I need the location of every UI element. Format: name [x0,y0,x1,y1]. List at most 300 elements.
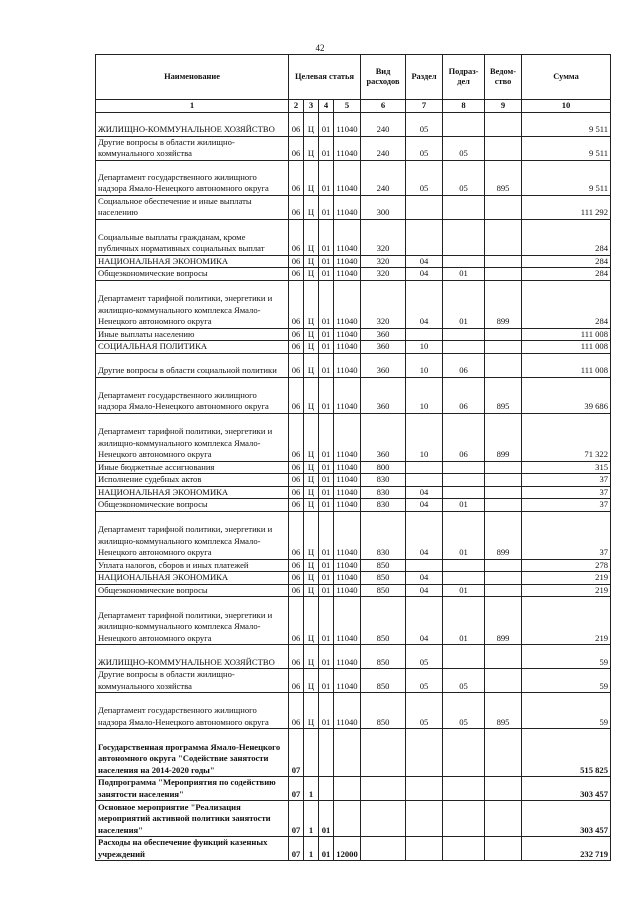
cell-expense-type: 320 [361,255,406,268]
column-number-row [96,100,611,113]
cell-section [406,461,443,474]
cell-program: 06 [289,219,304,255]
cell-subsection [443,219,485,255]
cell-direction: 11040 [334,559,361,572]
cell-subprogram: Ц [304,413,319,461]
cell-direction: 11040 [334,584,361,597]
cell-amount: 284 [522,255,611,268]
cell-name: Подпрограмма "Мероприятия по содействию занятости населения" [96,777,289,801]
table-row [96,255,611,268]
cell-department [485,195,522,219]
cell-program: 06 [289,112,304,136]
cell-event: 01 [319,645,334,669]
cell-expense-type [361,777,406,801]
table-row [96,377,611,413]
cell-program: 07 [289,729,304,777]
cell-direction: 11040 [334,112,361,136]
cell-subsection [443,195,485,219]
cell-subsection: 06 [443,377,485,413]
cell-amount: 303 457 [522,777,611,801]
cell-department [485,486,522,499]
cell-name: Департамент тарифной политики, энергетики и жилищно-коммунального комплекса Ямало-Ненецкого автономного округа [96,280,289,328]
cell-expense-type [361,837,406,861]
cell-department [485,837,522,861]
cell-program: 06 [289,328,304,341]
cell-amount: 9 511 [522,136,611,160]
cell-event: 01 [319,160,334,195]
cell-event: 01 [319,353,334,377]
cell-event: 01 [319,474,334,487]
cell-department [485,461,522,474]
cell-section: 04 [406,268,443,281]
cell-section: 04 [406,255,443,268]
cell-program: 07 [289,801,304,837]
cell-department: 899 [485,413,522,461]
table-row [96,777,611,801]
cell-direction: 11040 [334,413,361,461]
cell-amount: 9 511 [522,112,611,136]
cell-amount: 111 292 [522,195,611,219]
cell-program: 06 [289,195,304,219]
cell-subsection [443,777,485,801]
cell-subprogram: Ц [304,328,319,341]
cell-event: 01 [319,219,334,255]
cell-event: 01 [319,195,334,219]
cell-program: 06 [289,669,304,693]
cell-program: 06 [289,136,304,160]
cell-direction: 11040 [334,669,361,693]
cell-amount: 59 [522,669,611,693]
cell-expense-type: 360 [361,413,406,461]
page-number: 42 [315,43,325,53]
cell-subsection [443,559,485,572]
cell-event: 01 [319,461,334,474]
cell-program: 06 [289,597,304,645]
cell-section: 04 [406,597,443,645]
table-row [96,693,611,729]
cell-program: 07 [289,777,304,801]
cell-department [485,645,522,669]
cell-name: Департамент государственного жилищного надзора Ямало-Ненецкого автономного округа [96,693,289,729]
cell-event: 01 [319,511,334,559]
cell-section [406,837,443,861]
table-row [96,268,611,281]
table-row [96,413,611,461]
cell-expense-type: 850 [361,693,406,729]
cell-expense-type: 360 [361,328,406,341]
column-number: 3 [304,100,319,113]
cell-subsection: 01 [443,280,485,328]
cell-event: 01 [319,486,334,499]
cell-name: Департамент тарифной политики, энергетики и жилищно-коммунального комплекса Ямало-Ненецкого автономного округа [96,597,289,645]
cell-name: Уплата налогов, сборов и иных платежей [96,559,289,572]
column-number: 5 [334,100,361,113]
cell-program: 06 [289,559,304,572]
cell-department [485,255,522,268]
cell-department [485,136,522,160]
cell-name: Другие вопросы в области жилищно-коммунального хозяйства [96,669,289,693]
cell-subprogram: Ц [304,268,319,281]
cell-subsection [443,255,485,268]
cell-name: Социальные выплаты гражданам, кроме публичных нормативных социальных выплат [96,219,289,255]
cell-section: 04 [406,572,443,585]
cell-subprogram: Ц [304,255,319,268]
cell-department [485,559,522,572]
budget-table [95,54,611,861]
cell-direction [334,801,361,837]
table-row [96,328,611,341]
cell-event: 01 [319,341,334,354]
cell-section: 10 [406,377,443,413]
cell-expense-type: 850 [361,645,406,669]
cell-expense-type: 830 [361,499,406,512]
cell-event: 01 [319,669,334,693]
cell-subsection [443,837,485,861]
cell-direction: 11040 [334,353,361,377]
cell-name: СОЦИАЛЬНАЯ ПОЛИТИКА [96,341,289,354]
cell-section: 05 [406,112,443,136]
cell-event: 01 [319,413,334,461]
cell-section: 10 [406,353,443,377]
cell-expense-type: 850 [361,559,406,572]
cell-program: 06 [289,268,304,281]
cell-name: Другие вопросы в области социальной политики [96,353,289,377]
cell-expense-type: 800 [361,461,406,474]
cell-subsection: 05 [443,669,485,693]
cell-amount: 219 [522,597,611,645]
cell-department: 895 [485,160,522,195]
cell-expense-type: 850 [361,572,406,585]
cell-department [485,584,522,597]
cell-section [406,195,443,219]
cell-department [485,729,522,777]
cell-program: 06 [289,280,304,328]
cell-expense-type: 320 [361,268,406,281]
cell-amount: 303 457 [522,801,611,837]
cell-section: 04 [406,280,443,328]
cell-subprogram: Ц [304,280,319,328]
table-row [96,572,611,585]
cell-name: Социальное обеспечение и иные выплаты населению [96,195,289,219]
cell-subsection: 05 [443,693,485,729]
cell-subprogram: Ц [304,195,319,219]
cell-event: 01 [319,328,334,341]
table-row [96,597,611,645]
cell-subprogram: Ц [304,160,319,195]
header-section: Раздел [406,55,443,100]
cell-program: 06 [289,413,304,461]
cell-subsection: 06 [443,413,485,461]
cell-name: ЖИЛИЩНО-КОММУНАЛЬНОЕ ХОЗЯЙСТВО [96,645,289,669]
cell-subsection [443,729,485,777]
cell-subsection [443,486,485,499]
cell-event: 01 [319,136,334,160]
table-row [96,280,611,328]
cell-subprogram: Ц [304,353,319,377]
cell-name: ЖИЛИЩНО-КОММУНАЛЬНОЕ ХОЗЯЙСТВО [96,112,289,136]
cell-name: Общеэкономические вопросы [96,584,289,597]
column-number: 2 [289,100,304,113]
cell-name: Исполнение судебных актов [96,474,289,487]
cell-amount: 59 [522,645,611,669]
cell-direction: 11040 [334,693,361,729]
cell-section: 10 [406,413,443,461]
cell-department [485,499,522,512]
cell-section: 05 [406,693,443,729]
cell-name: Иные бюджетные ассигнования [96,461,289,474]
table-row [96,729,611,777]
cell-section [406,559,443,572]
cell-expense-type: 850 [361,597,406,645]
cell-subprogram: Ц [304,669,319,693]
cell-amount: 219 [522,572,611,585]
cell-amount: 111 008 [522,328,611,341]
table-row [96,499,611,512]
cell-section: 04 [406,511,443,559]
table-row [96,559,611,572]
cell-expense-type: 360 [361,377,406,413]
cell-subprogram: Ц [304,341,319,354]
cell-subsection [443,112,485,136]
cell-department: 895 [485,693,522,729]
cell-section [406,474,443,487]
cell-amount: 111 008 [522,341,611,354]
cell-event: 01 [319,693,334,729]
cell-subsection [443,341,485,354]
cell-name: Общеэкономические вопросы [96,268,289,281]
cell-section: 05 [406,669,443,693]
cell-subsection [443,572,485,585]
cell-amount: 278 [522,559,611,572]
cell-expense-type: 320 [361,280,406,328]
cell-name: НАЦИОНАЛЬНАЯ ЭКОНОМИКА [96,255,289,268]
cell-subprogram: Ц [304,559,319,572]
cell-expense-type [361,801,406,837]
cell-department: 899 [485,280,522,328]
cell-section [406,328,443,341]
cell-event: 01 [319,572,334,585]
cell-amount: 9 511 [522,160,611,195]
cell-department [485,328,522,341]
cell-expense-type: 300 [361,195,406,219]
cell-name: Иные выплаты населению [96,328,289,341]
cell-subsection: 01 [443,499,485,512]
cell-direction: 11040 [334,328,361,341]
table-row [96,219,611,255]
cell-subprogram [304,729,319,777]
cell-section: 05 [406,645,443,669]
cell-department [485,777,522,801]
cell-program: 06 [289,255,304,268]
cell-amount: 39 686 [522,377,611,413]
table-body [96,112,611,861]
cell-event [319,777,334,801]
cell-direction: 11040 [334,474,361,487]
column-number: 1 [96,100,289,113]
table-row [96,461,611,474]
cell-subsection: 01 [443,597,485,645]
cell-section [406,219,443,255]
cell-subprogram: Ц [304,474,319,487]
cell-subprogram: Ц [304,219,319,255]
table-row [96,584,611,597]
cell-section [406,801,443,837]
table-row [96,341,611,354]
cell-department [485,474,522,487]
table-row [96,837,611,861]
cell-section: 10 [406,341,443,354]
column-number: 9 [485,100,522,113]
cell-direction: 11040 [334,461,361,474]
cell-expense-type: 320 [361,219,406,255]
column-number: 10 [522,100,611,113]
cell-expense-type: 830 [361,486,406,499]
cell-name: Расходы на обеспечение функций казенных учреждений [96,837,289,861]
cell-amount: 37 [522,474,611,487]
cell-subprogram: Ц [304,572,319,585]
cell-name: Департамент тарифной политики, энергетики и жилищно-коммунального комплекса Ямало-Ненецкого автономного округа [96,413,289,461]
cell-subprogram: Ц [304,499,319,512]
cell-subprogram: 1 [304,777,319,801]
cell-event [319,729,334,777]
cell-program: 06 [289,377,304,413]
cell-subprogram: 1 [304,837,319,861]
cell-subsection: 01 [443,584,485,597]
cell-program: 06 [289,511,304,559]
cell-direction: 11040 [334,572,361,585]
cell-event: 01 [319,255,334,268]
cell-direction: 11040 [334,645,361,669]
table-row [96,486,611,499]
cell-department [485,112,522,136]
cell-program: 06 [289,645,304,669]
cell-subsection [443,645,485,669]
cell-name: НАЦИОНАЛЬНАЯ ЭКОНОМИКА [96,486,289,499]
cell-amount: 59 [522,693,611,729]
cell-expense-type [361,729,406,777]
cell-amount: 37 [522,486,611,499]
cell-subprogram: Ц [304,584,319,597]
table-row [96,645,611,669]
cell-subsection [443,474,485,487]
cell-program: 06 [289,474,304,487]
cell-expense-type: 240 [361,160,406,195]
cell-direction: 11040 [334,160,361,195]
cell-name: Государственная программа Ямало-Ненецкого автономного округа "Содействие занятости населения на 2014-2020 годы" [96,729,289,777]
table-row [96,511,611,559]
cell-program: 06 [289,499,304,512]
cell-subsection: 06 [443,353,485,377]
cell-section: 05 [406,160,443,195]
column-number: 4 [319,100,334,113]
cell-expense-type: 850 [361,584,406,597]
cell-expense-type: 850 [361,669,406,693]
header-department: Ведом-ство [485,55,522,100]
header-subsection: Подраз-дел [443,55,485,100]
cell-subprogram: Ц [304,461,319,474]
cell-department: 899 [485,511,522,559]
cell-program: 07 [289,837,304,861]
cell-subsection: 01 [443,511,485,559]
cell-amount: 111 008 [522,353,611,377]
cell-name: Другие вопросы в области жилищно-коммунального хозяйства [96,136,289,160]
cell-event: 01 [319,268,334,281]
cell-program: 06 [289,461,304,474]
cell-department [485,341,522,354]
cell-subsection [443,801,485,837]
cell-direction: 11040 [334,499,361,512]
cell-event: 01 [319,112,334,136]
cell-subprogram: Ц [304,645,319,669]
cell-expense-type: 830 [361,511,406,559]
table-row [96,195,611,219]
cell-amount: 37 [522,511,611,559]
column-number: 6 [361,100,406,113]
cell-program: 06 [289,341,304,354]
cell-subsection: 01 [443,268,485,281]
cell-amount: 515 825 [522,729,611,777]
cell-direction: 11040 [334,255,361,268]
cell-department [485,572,522,585]
cell-direction: 11040 [334,377,361,413]
header-name: Наименование [96,55,289,100]
cell-direction: 11040 [334,511,361,559]
cell-department [485,669,522,693]
header-expense-type: Вид расходов [361,55,406,100]
cell-event: 01 [319,377,334,413]
cell-direction: 11040 [334,268,361,281]
cell-event: 01 [319,280,334,328]
column-number: 7 [406,100,443,113]
cell-department [485,353,522,377]
table-row [96,669,611,693]
cell-name: Департамент государственного жилищного надзора Ямало-Ненецкого автономного округа [96,160,289,195]
cell-subsection [443,461,485,474]
cell-subprogram: Ц [304,112,319,136]
cell-section: 04 [406,499,443,512]
cell-event: 01 [319,584,334,597]
cell-section [406,777,443,801]
cell-section: 05 [406,136,443,160]
cell-direction: 11040 [334,280,361,328]
cell-amount: 71 322 [522,413,611,461]
cell-direction: 11040 [334,136,361,160]
cell-name: НАЦИОНАЛЬНАЯ ЭКОНОМИКА [96,572,289,585]
cell-direction: 11040 [334,597,361,645]
cell-program: 06 [289,160,304,195]
cell-name: Департамент тарифной политики, энергетики и жилищно-коммунального комплекса Ямало-Ненецкого автономного округа [96,511,289,559]
table-row [96,474,611,487]
cell-direction: 11040 [334,219,361,255]
cell-event: 01 [319,559,334,572]
column-number: 8 [443,100,485,113]
cell-event: 01 [319,597,334,645]
cell-direction: 11040 [334,341,361,354]
cell-amount: 37 [522,499,611,512]
cell-subprogram: Ц [304,511,319,559]
header-row [96,55,611,100]
cell-amount: 284 [522,268,611,281]
cell-amount: 284 [522,280,611,328]
cell-department [485,801,522,837]
cell-direction [334,729,361,777]
cell-amount: 315 [522,461,611,474]
cell-expense-type: 360 [361,353,406,377]
cell-subprogram: Ц [304,377,319,413]
cell-amount: 284 [522,219,611,255]
cell-direction: 11040 [334,486,361,499]
cell-department [485,268,522,281]
